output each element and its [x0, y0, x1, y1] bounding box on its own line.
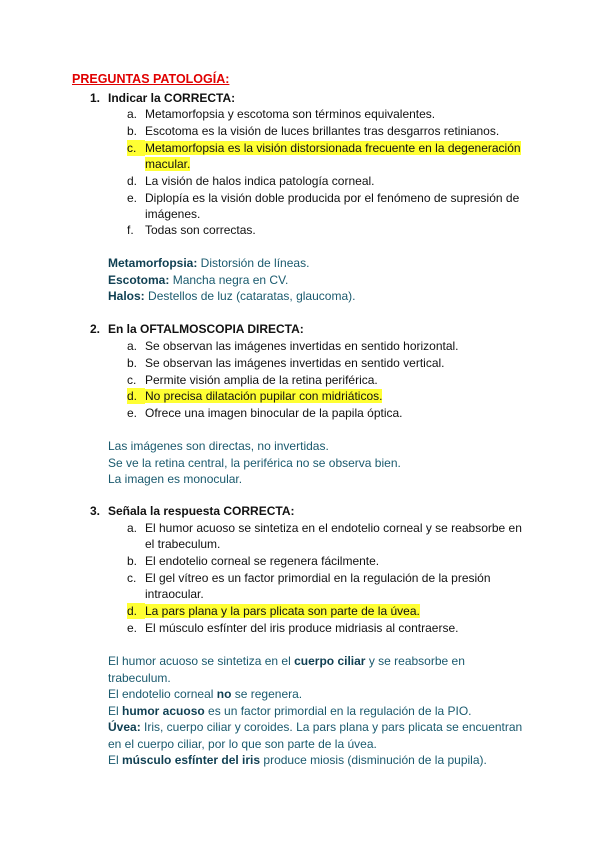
option-text: Metamorfopsia y escotoma son términos equivalentes.	[145, 107, 436, 121]
option-text: Metamorfopsia es la visión distorsionada frecuente en la degeneración	[145, 141, 521, 155]
option-letter: c.	[127, 571, 137, 585]
option-text: El endotelio corneal se regenera fácilmente.	[145, 554, 380, 568]
explanation-term: Halos:	[108, 289, 145, 303]
option-text: Diplopía es la visión doble producida por el fenómeno de supresión de	[145, 191, 520, 205]
option-letter: e.	[127, 191, 138, 205]
option-text: Se observan las imágenes invertidas en sentido horizontal.	[145, 339, 459, 353]
explanation-line: trabeculum.	[108, 670, 171, 685]
explanation-line: La imagen es monocular.	[108, 472, 243, 486]
explanation-text: Mancha negra en CV.	[169, 272, 289, 287]
explanation-term: Metamorfopsia:	[108, 256, 198, 270]
option-text: el trabeculum.	[145, 537, 221, 551]
question-number: 2.	[90, 322, 101, 336]
question-1-explanation	[108, 255, 538, 305]
option-text: macular.	[145, 157, 191, 171]
option-text: Ofrece una imagen binocular de la papila óptica.	[145, 406, 403, 420]
explanation-term: Escotoma:	[108, 272, 170, 287]
option-letter: a.	[127, 339, 138, 353]
explanation-text: Destellos de luz (cataratas, glaucoma).	[144, 289, 356, 303]
explanation-line: Úvea: Iris, cuerpo ciliar y coroides. La pars plana y pars plicata se encuentran	[108, 720, 523, 734]
question-3-heading	[90, 504, 295, 518]
option-letter: a.	[127, 521, 138, 535]
question-2-explanation	[108, 438, 538, 488]
option-text: No precisa dilatación pupilar con midriáticos.	[145, 389, 383, 403]
option-letter: d.	[127, 388, 145, 404]
explanation-line: en el cuerpo ciliar, por lo que son parte de la úvea.	[108, 736, 377, 751]
explanation-line: El humor acuoso se sintetiza en el cuerpo ciliar y se reabsorbe en	[108, 654, 465, 668]
explanation-line: El humor acuoso es un factor primordial en la regulación de la PIO.	[108, 703, 472, 718]
option-text: Todas son correctas.	[145, 223, 256, 237]
option-text: El músculo esfínter del iris produce midriasis al contraerse.	[145, 621, 459, 635]
option-letter: e.	[127, 621, 138, 635]
option-text: intraocular.	[145, 587, 204, 601]
option-letter: d.	[127, 174, 138, 188]
option-letter: b.	[127, 124, 138, 138]
option-letter: a.	[127, 107, 138, 121]
explanation-line: El endotelio corneal no se regenera.	[108, 687, 303, 701]
option-text: El humor acuoso se sintetiza en el endotelio corneal y se reabsorbe en	[145, 521, 522, 535]
explanation-text: Distorsión de líneas.	[197, 256, 310, 270]
option-letter: f.	[127, 223, 134, 237]
option-letter: e.	[127, 406, 138, 420]
document-title: PREGUNTAS PATOLOGÍA:	[72, 72, 230, 86]
option-text: Se observan las imágenes invertidas en sentido vertical.	[145, 356, 445, 370]
question-prompt: Señala la respuesta CORRECTA:	[108, 504, 295, 518]
explanation-line: Las imágenes son directas, no invertidas.	[108, 439, 329, 453]
option-text: Escotoma es la visión de luces brillantes tras desgarros retinianos.	[145, 124, 500, 138]
option-text: Permite visión amplia de la retina periférica.	[145, 373, 378, 387]
question-prompt: En la OFTALMOSCOPIA DIRECTA:	[108, 322, 304, 336]
question-2-heading	[90, 322, 304, 336]
option-text: El gel vítreo es un factor primordial en la regulación de la presión	[145, 571, 491, 585]
option-text: La pars plana y la pars plicata son parte de la úvea.	[145, 604, 420, 618]
option-text: imágenes.	[145, 207, 201, 221]
option-letter: d.	[127, 603, 145, 619]
question-3-explanation	[108, 653, 538, 769]
explanation-line: Se ve la retina central, la periférica no se observa bien.	[108, 455, 401, 470]
option-letter: c.	[127, 140, 145, 156]
question-prompt: Indicar la CORRECTA:	[108, 91, 236, 105]
option-letter: c.	[127, 373, 137, 387]
option-letter: b.	[127, 554, 138, 568]
option-text: La visión de halos indica patología corneal.	[145, 174, 375, 188]
question-1-heading	[90, 91, 235, 105]
explanation-line: El músculo esfínter del iris produce miosis (disminución de la pupila).	[108, 753, 487, 767]
option-letter: b.	[127, 356, 138, 370]
question-number: 3.	[90, 504, 101, 518]
question-number: 1.	[90, 91, 101, 105]
